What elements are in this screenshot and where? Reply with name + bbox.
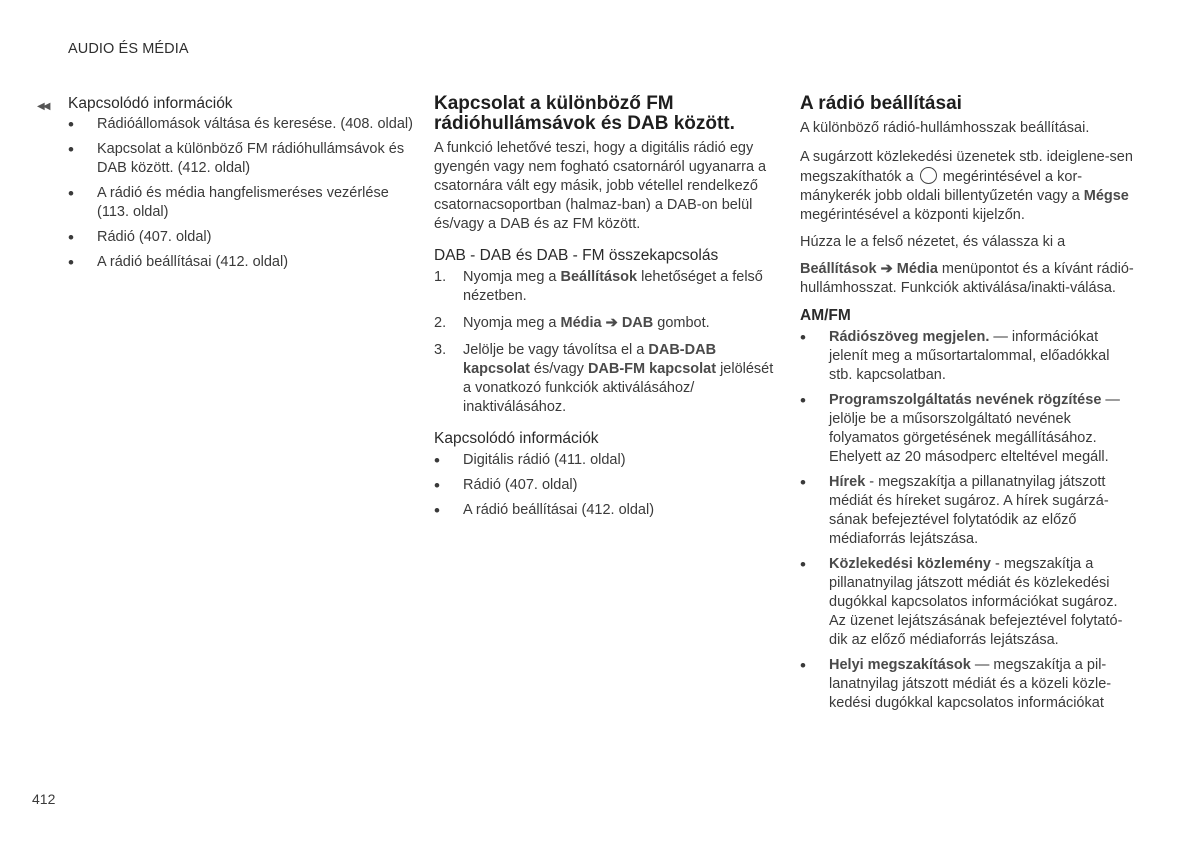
double-chevron-left-icon[interactable]: ◀◀ [37, 101, 49, 112]
list-item [800, 391, 1135, 467]
ui-term: DAB-FM kapcsolat [587, 361, 717, 377]
step-number: 3. [434, 342, 447, 358]
option-description: - megszakítja a pillanatnyilag játszott médiát és híreket sugároz. A hírek sugárzá-sának befejeztével folytatódik az előző médiaforrás lejátszása. [829, 474, 1109, 547]
step-item [434, 268, 774, 306]
fm-dab-column [434, 94, 774, 526]
step-item [434, 314, 774, 333]
related-info-list [68, 115, 413, 272]
amfm-options-list [800, 328, 1135, 713]
fm-dab-intro: A funkció lehetővé teszi, hogy a digitális rádió egy gyengén vagy nem fogható csatornáról ugyanarra a csatornára vált egy másik, jobb vétellel rendelkező csatornacsoportban (halmaz-ban) a DAB-on belül és/vagy a DAB és az FM között. [434, 140, 767, 232]
amfm-subheading: AM/FM [800, 307, 851, 324]
related-info-list [434, 451, 774, 520]
fm-dab-heading: Kapcsolat a különböző FM rádióhullámsávok és DAB között. [434, 93, 735, 134]
list-item [800, 473, 1135, 549]
ui-term: Beállítások [800, 261, 877, 277]
step-text: Nyomja meg a [463, 269, 561, 285]
list-item [800, 555, 1135, 650]
instruction-paragraph: Húzza le a felső nézetet, és válassza ki a [800, 234, 1066, 250]
related-info-column [37, 94, 413, 278]
option-name: Programszolgáltatás nevének rögzítése [829, 392, 1102, 408]
step-number: 2. [434, 315, 447, 331]
ui-term: Média [560, 315, 602, 331]
step-text: Nyomja meg a [463, 315, 561, 331]
ui-term: Média [896, 261, 938, 277]
list-item [800, 328, 1135, 385]
option-name: Rádiószöveg megjelen. [829, 329, 990, 345]
paragraph-text: megérintésével a kor-mánykerék jobb oldali billentyűzetén vagy a [800, 169, 1084, 204]
option-name: Hírek [829, 474, 866, 490]
option-name: Helyi megszakítások [829, 657, 971, 673]
dab-link-subheading: DAB - DAB és DAB - FM összekapcsolás [434, 247, 719, 264]
radio-settings-column [800, 94, 1135, 719]
radio-settings-subtitle: A különböző rádió-hullámhosszak beállításai. [800, 120, 1090, 136]
arrow-right-icon: ➔ [880, 261, 893, 277]
list-item: • Digitális rádió (411. oldal) [434, 451, 774, 470]
list-item: • Rádióállomások váltása és keresése. (408. oldal) [68, 115, 413, 134]
list-item: • A rádió beállításai (412. oldal) [434, 501, 774, 520]
paragraph-text: megérintésével a központi kijelzőn. [800, 207, 1025, 223]
arrow-right-icon: ➔ [605, 315, 618, 331]
ui-term: Mégse [1083, 188, 1129, 204]
steps-list [434, 268, 774, 417]
page-number: 412 [32, 791, 56, 807]
option-description: — megszakítja a pil-lanatnyilag játszott médiát és a közeli közle-kedési dugókkal kapcsolatos információkat [829, 657, 1112, 711]
step-text: és/vagy [529, 361, 588, 377]
list-item: • Kapcsolat a különböző FM rádióhullámsávok és DAB között. (412. oldal) [68, 140, 413, 178]
option-name: Közlekedési közlemény [829, 556, 991, 572]
paragraph-text: menüpontot és a kívánt rádió-hullámhosszat. Funkciók aktiválása/inakti-válása. [800, 261, 1134, 296]
section-title: AUDIO ÉS MÉDIA [68, 41, 189, 57]
step-number: 1. [434, 269, 447, 285]
radio-settings-heading: A rádió beállításai [800, 93, 962, 114]
step-text: lehetőséget a felső nézetben. [463, 269, 763, 304]
interrupt-paragraph [800, 148, 1135, 225]
list-item: • Rádió (407. oldal) [68, 228, 413, 247]
ui-term: Beállítások [560, 269, 638, 285]
option-description: - megszakítja a pillanatnyilag játszott médiát és közlekedési dugókkal kapcsolatos információkat sugároz. Az üzenet lejátszásának befejeztével folytató-dik az előző médiaforrás lejátszása. [829, 556, 1123, 648]
step-text: gombot. [653, 315, 710, 331]
related-info-heading: Kapcsolódó információk [68, 95, 233, 112]
step-text: jelölését a vonatkozó funkciók aktiválásához/ inaktiválásához. [463, 361, 774, 415]
list-item: • A rádió és média hangfelismeréses vezérlése (113. oldal) [68, 184, 413, 222]
step-text: Jelölje be vagy távolítsa el a [463, 342, 649, 358]
menu-path-paragraph [800, 260, 1135, 298]
list-item [800, 656, 1135, 713]
circle-button-icon [920, 167, 937, 184]
paragraph-text: A sugárzott közlekedési üzenetek stb. ideiglene-sen megszakíthatók a [800, 149, 1133, 185]
list-item: • Rádió (407. oldal) [434, 476, 774, 495]
option-description: — jelölje be a műsorszolgáltató nevének folyamatos görgetésének megállításához. Ehelyett az 20 másodperc elteltével megáll. [829, 392, 1120, 465]
step-item [434, 341, 774, 417]
related-info-heading: Kapcsolódó információk [434, 430, 599, 447]
ui-term: DAB [621, 315, 654, 331]
ui-term: DAB-DAB kapcsolat [463, 342, 717, 377]
list-item: • A rádió beállításai (412. oldal) [68, 253, 413, 272]
option-description: — információkat jelenít meg a műsortartalommal, előadókkal stb. kapcsolatban. [829, 329, 1110, 383]
